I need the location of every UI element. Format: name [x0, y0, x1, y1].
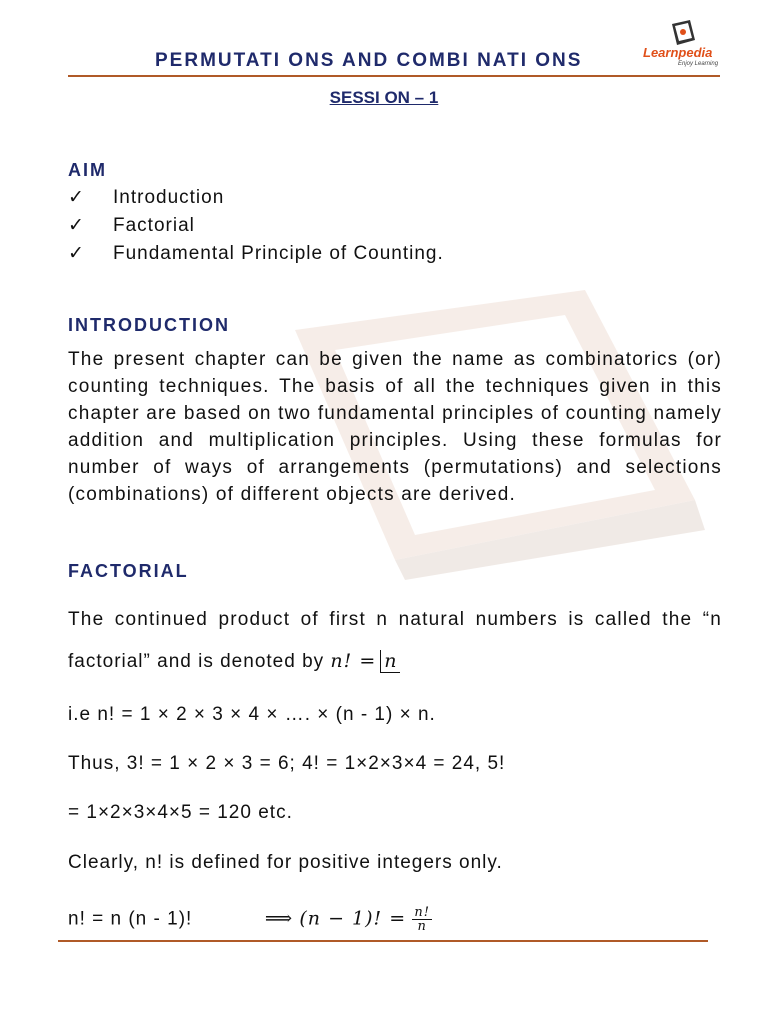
aim-item — [68, 242, 444, 265]
aim-item — [68, 214, 195, 237]
factorial-note-line: Clearly, n! is defined for positive integers only. — [68, 852, 503, 873]
aim-item — [68, 186, 224, 209]
factorial-expansion-line: i.e n! = 1 × 2 × 3 × 4 × …. × (n - 1) × n. — [68, 704, 436, 725]
notation-text: factorial” and is denoted by — [68, 651, 331, 672]
footer-rule — [58, 940, 708, 942]
implies-icon: ⟹ — [264, 907, 294, 930]
introduction-paragraph: The present chapter can be given the name as combinatorics (or) counting techniques. The basis of all the techniques given in this chapter are based on two fundamental principles of counting namely addition and multiplication principles. Using these formulas for number of ways of arrangements (permutations) and selections (combinations) of different objects are derived. — [68, 349, 722, 505]
checkmark-icon: ✓ — [68, 243, 85, 264]
aim-item-label: Fundamental Principle of Counting. — [113, 243, 444, 264]
aim-heading: AIM — [68, 160, 107, 180]
recursion-right: (n − 1)! = — [299, 907, 407, 930]
document-title: PERMUTATI ONS AND COMBI NATI ONS — [155, 50, 583, 71]
aim-item-label: Introduction — [113, 187, 225, 208]
header-rule — [68, 75, 720, 77]
notation-formula: n! = — [330, 650, 377, 672]
learnpedia-logo — [640, 20, 724, 72]
factorial-notation-line — [68, 650, 400, 673]
logo-tagline: Enjoy Learning — [678, 61, 719, 67]
factorial-example-line: = 1×2×3×4×5 = 120 etc. — [68, 802, 293, 823]
recursion-left: n! = n (n - 1)! — [68, 908, 193, 930]
checkmark-icon: ✓ — [68, 187, 85, 208]
tablet-logo-icon — [668, 20, 698, 46]
fraction-denominator: n — [417, 919, 427, 934]
recursion-fraction — [412, 906, 432, 933]
notation-symbol: n — [380, 650, 399, 673]
checkmark-icon: ✓ — [68, 215, 85, 236]
introduction-heading: INTRODUCTION — [68, 315, 230, 335]
logo-wordmark: Learnpedia — [643, 45, 713, 60]
factorial-definition-line: The continued product of first n natural numbers is called the “n — [68, 609, 722, 630]
aim-item-label: Factorial — [113, 215, 195, 236]
session-label — [0, 88, 768, 108]
fraction-numerator: n! — [414, 905, 431, 920]
factorial-example-line: Thus, 3! = 1 × 2 × 3 = 6; 4! = 1×2×3×4 = 24, 5! — [68, 753, 506, 774]
factorial-recursion-line — [68, 906, 432, 933]
factorial-heading: FACTORIAL — [68, 561, 189, 581]
session-text: SESSI ON – 1 — [329, 88, 439, 107]
